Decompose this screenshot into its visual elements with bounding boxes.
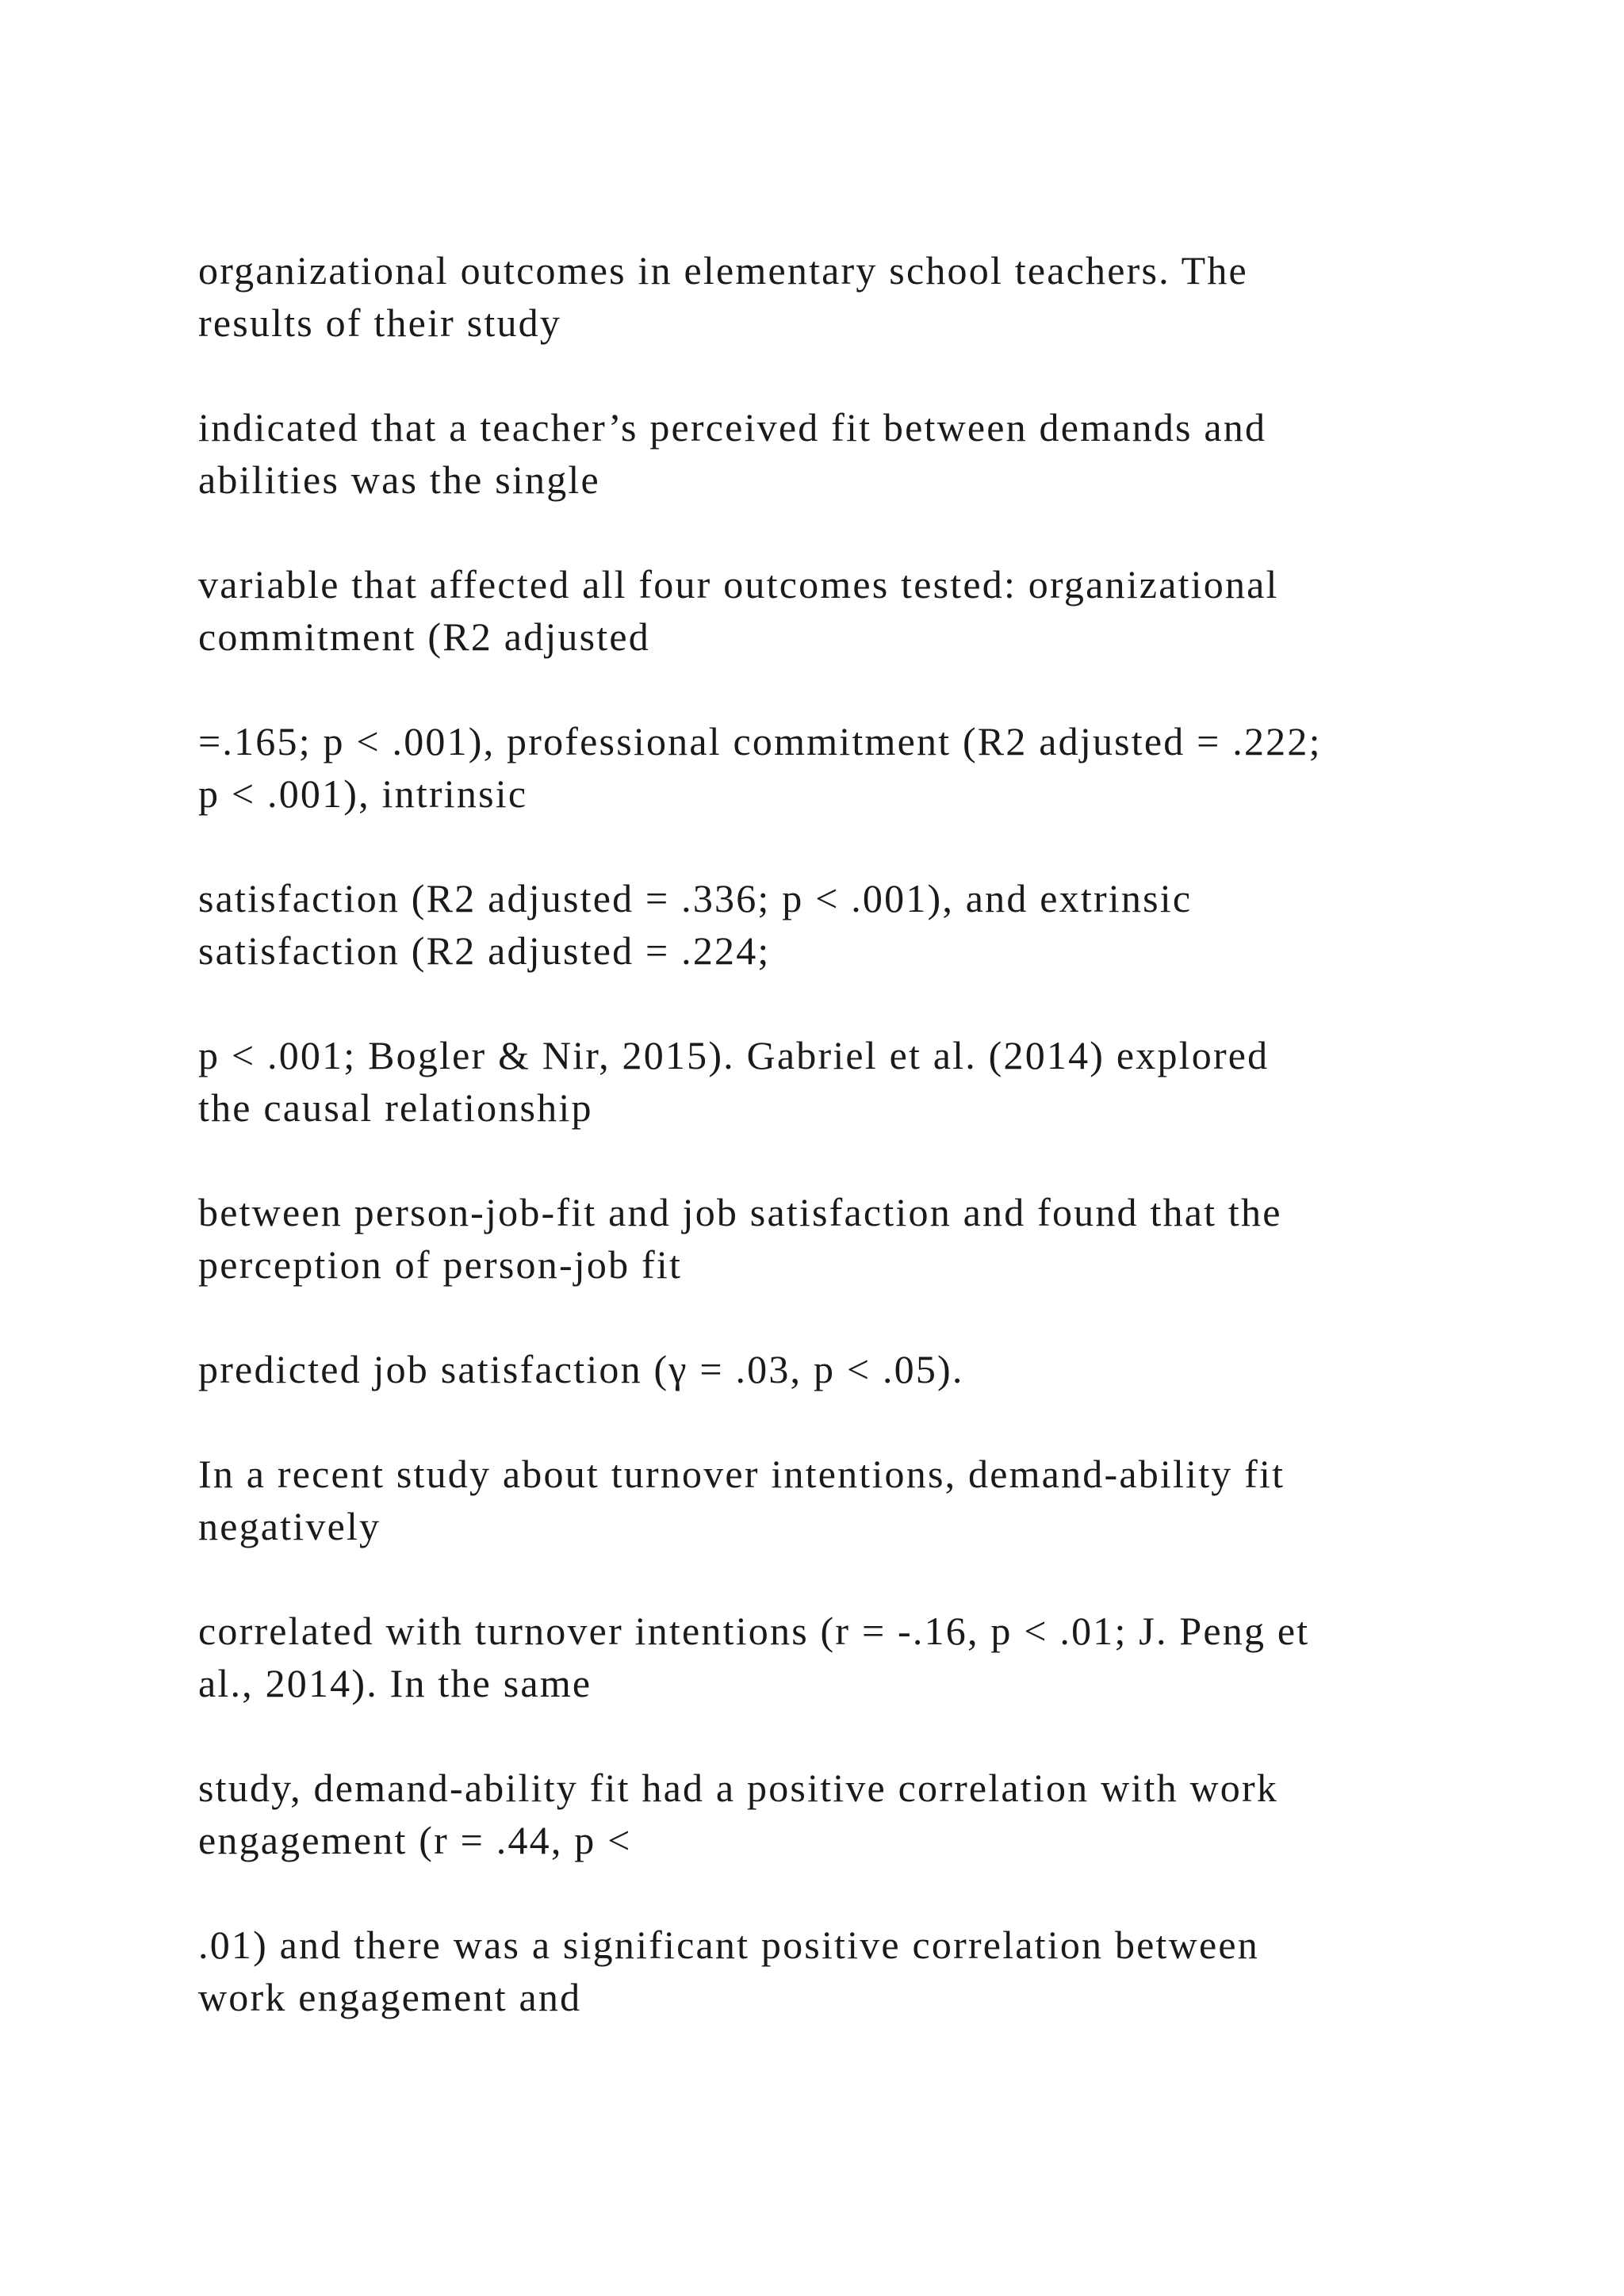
paragraph xyxy=(198,1919,1546,2023)
text-line: correlated with turnover intentions (r = -.16, p < .01; J. Peng et xyxy=(198,1609,1310,1653)
text-line: work engagement and xyxy=(198,1975,582,2019)
text-line: between person-job-fit and job satisfaction and found that the xyxy=(198,1190,1282,1234)
text-line: commitment (R2 adjusted xyxy=(198,614,650,659)
text-line: al., 2014). In the same xyxy=(198,1661,592,1705)
text-line: engagement (r = .44, p < xyxy=(198,1818,632,1862)
text-line: p < .001), intrinsic xyxy=(198,771,528,816)
paragraph xyxy=(198,558,1546,663)
text-line: negatively xyxy=(198,1504,381,1548)
paragraph xyxy=(198,715,1546,820)
text-line: .01) and there was a significant positive correlation between xyxy=(198,1923,1259,1967)
text-line: variable that affected all four outcomes tested: organizational xyxy=(198,562,1279,607)
text-line: results of their study xyxy=(198,300,562,345)
text-line: satisfaction (R2 adjusted = .336; p < .001), and extrinsic xyxy=(198,876,1193,920)
text-line: =.165; p < .001), professional commitment (R2 adjusted = .222; xyxy=(198,719,1322,763)
paragraph xyxy=(198,1605,1546,1709)
text-line: indicated that a teacher’s perceived fit between demands and xyxy=(198,405,1267,450)
text-line: the causal relationship xyxy=(198,1085,593,1130)
text-line: predicted job satisfaction (γ = .03, p < .05). xyxy=(198,1347,964,1391)
paragraph xyxy=(198,1343,1546,1395)
text-line: perception of person-job fit xyxy=(198,1242,683,1287)
paragraph xyxy=(198,1448,1546,1552)
text-line: In a recent study about turnover intentions, demand-ability fit xyxy=(198,1452,1285,1496)
paragraph xyxy=(198,244,1546,349)
text-line: abilities was the single xyxy=(198,457,600,502)
body-text xyxy=(198,244,1546,2076)
paragraph xyxy=(198,1186,1546,1291)
paragraph xyxy=(198,872,1546,977)
text-line: satisfaction (R2 adjusted = .224; xyxy=(198,928,771,973)
paragraph xyxy=(198,401,1546,506)
paragraph xyxy=(198,1029,1546,1134)
text-line: organizational outcomes in elementary school teachers. The xyxy=(198,248,1248,293)
paragraph xyxy=(198,1762,1546,1866)
text-line: p < .001; Bogler & Nir, 2015). Gabriel et al. (2014) explored xyxy=(198,1033,1270,1077)
text-line: study, demand-ability fit had a positive correlation with work xyxy=(198,1766,1279,1810)
